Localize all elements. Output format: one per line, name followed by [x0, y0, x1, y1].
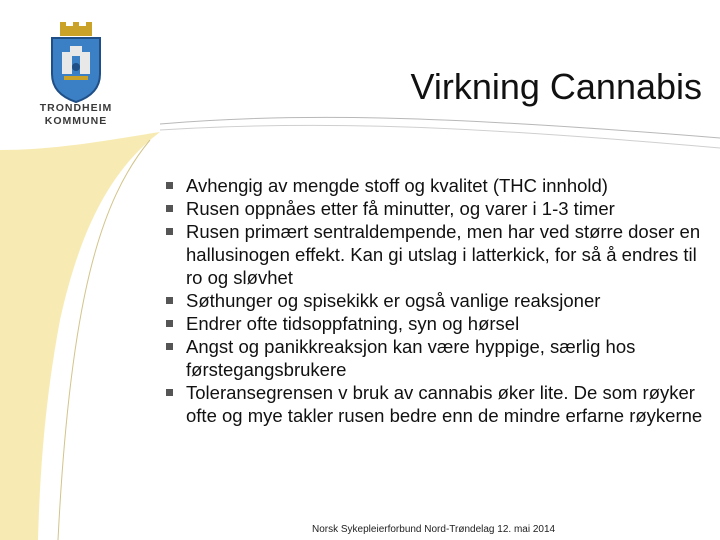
- bullet-text: Rusen oppnåes etter få minutter, og varer i 1-3 timer: [186, 198, 615, 219]
- gray-curve-1: [160, 117, 720, 138]
- bullet-item: [166, 197, 706, 220]
- slide-title: Virkning Cannabis: [410, 66, 702, 107]
- square-bullet-icon: [166, 205, 173, 212]
- logo-line-2: KOMMUNE: [44, 115, 108, 127]
- bullet-text: Avhengig av mengde stoff og kvalitet (THC innhold): [186, 175, 608, 196]
- square-bullet-icon: [166, 320, 173, 327]
- bullet-item: [166, 220, 706, 289]
- bullet-item: [166, 289, 706, 312]
- slide-footer: Norsk Sykepleierforbund Nord-Trøndelag 12. mai 2014: [312, 524, 556, 535]
- square-bullet-icon: [166, 297, 173, 304]
- bullet-item: [166, 174, 706, 197]
- bullet-text: Endrer ofte tidsoppfatning, syn og hørsel: [186, 313, 520, 334]
- bullet-text: Søthunger og spisekikk er også vanlige reaksjoner: [186, 290, 601, 311]
- bullet-text: Rusen primært sentraldempende, men har ved større doser en hallusinogen effekt. Kan gi utslag i latterkick, for så å endres til ro og sløvhet: [186, 221, 701, 288]
- square-bullet-icon: [166, 182, 173, 189]
- bullet-list: [166, 174, 706, 427]
- bullet-item: [166, 335, 706, 381]
- gray-curve-2: [160, 125, 720, 148]
- coat-of-arms-icon: [40, 22, 112, 104]
- square-bullet-icon: [166, 389, 173, 396]
- logo-line-1: TRONDHEIM: [39, 102, 113, 114]
- bullet-text: Toleransegrensen v bruk av cannabis øker lite. De som røyker ofte og mye takler rusen bedre enn de mindre erfarne røykerne: [186, 382, 703, 426]
- square-bullet-icon: [166, 228, 173, 235]
- logo-text: [20, 102, 132, 128]
- bullet-text: Angst og panikkreaksjon kan være hyppige, særlig hos førstegangsbrukere: [186, 336, 636, 380]
- bullet-item: [166, 312, 706, 335]
- bullet-item: [166, 381, 706, 427]
- square-bullet-icon: [166, 343, 173, 350]
- yellow-swoosh: [0, 132, 160, 540]
